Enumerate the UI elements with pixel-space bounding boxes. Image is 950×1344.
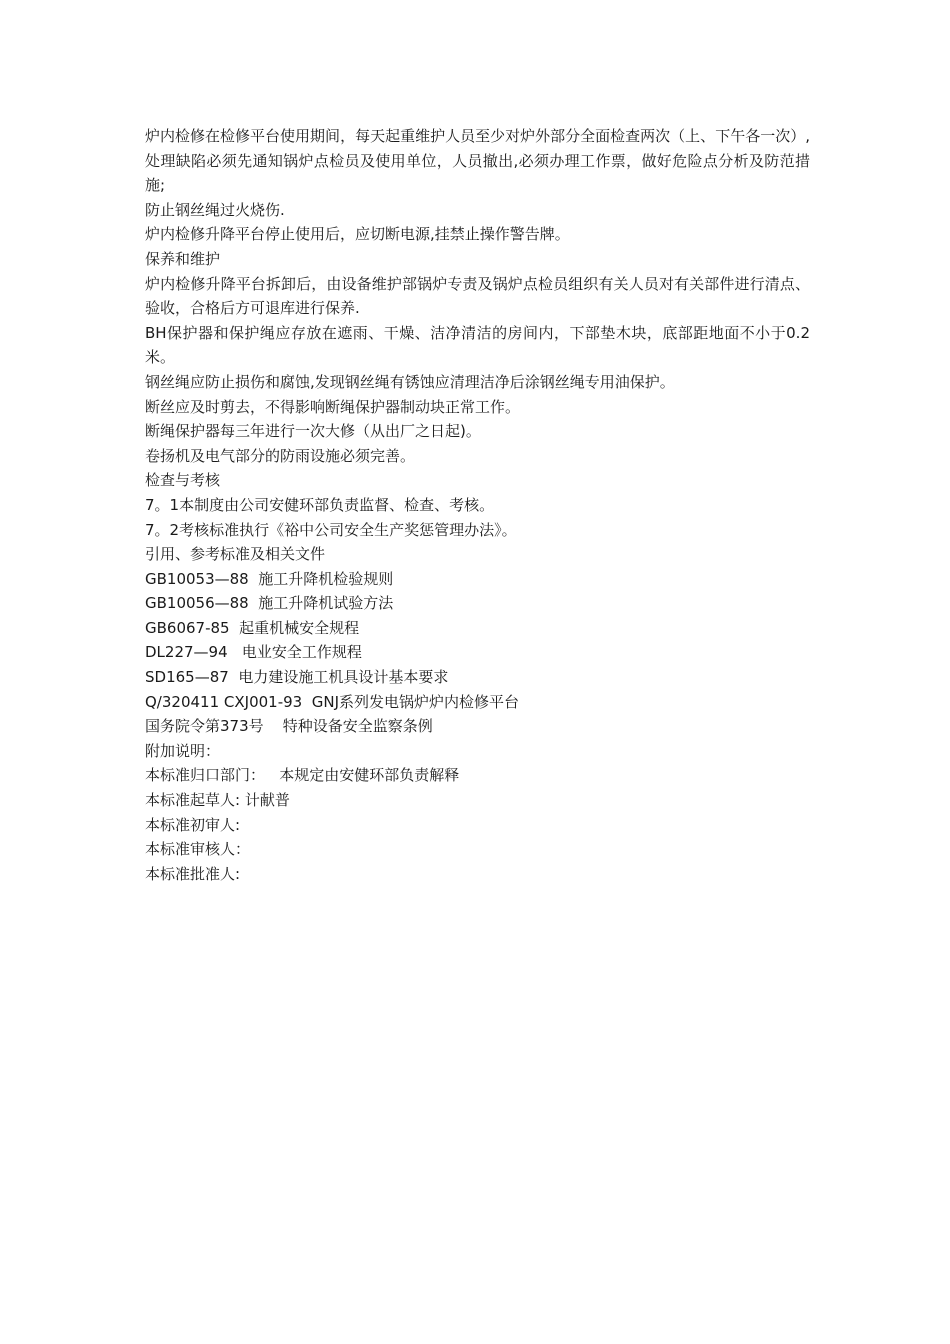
paragraph-storage: BH保护器和保护绳应存放在遮雨、干燥、洁净清洁的房间内，下部垫木块，底部距地面不小于0.2米。 <box>145 323 810 367</box>
note-drafter: 本标准起草人: 计献普 <box>145 791 290 810</box>
paragraph-rope-fire-protection: 防止钢丝绳过火烧伤. <box>145 200 285 219</box>
paragraph-rainproof: 卷扬机及电气部分的防雨设施必须完善。 <box>145 446 416 465</box>
note-preliminary-reviewer: 本标准初审人: <box>145 815 241 834</box>
note-department: 本标准归口部门： 本规定由安健环部负责解释 <box>145 766 460 785</box>
reference-gb10056: GB10056—88 施工升降机试验方法 <box>145 594 394 613</box>
paragraph-broken-wire: 断丝应及时剪去，不得影响断绳保护器制动块正常工作。 <box>145 397 521 416</box>
reference-decree-373: 国务院令第373号 特种设备安全监察条例 <box>145 717 433 736</box>
reference-sd165: SD165—87 电力建设施工机具设计基本要求 <box>145 668 449 687</box>
paragraph-rope-corrosion: 钢丝绳应防止损伤和腐蚀,发现钢丝绳有锈蚀应清理洁净后涂钢丝绳专用油保护。 <box>145 372 675 391</box>
paragraph-inspection-schedule: 炉内检修在检修平台使用期间，每天起重维护人员至少对炉外部分全面检查两次（上、下午各一次）,处理缺陷必须先通知锅炉点检员及使用单位，人员撤出,必须办理工作票，做好危险点分析及防范措施; <box>145 127 810 195</box>
section-heading-maintenance: 保养和维护 <box>145 249 221 268</box>
paragraph-7-1: 7。1本制度由公司安健环部负责监督、检查、考核。 <box>145 495 495 514</box>
reference-gb10053: GB10053—88 施工升降机检验规则 <box>145 569 394 588</box>
reference-gb6067: GB6067-85 起重机械安全规程 <box>145 618 360 637</box>
section-heading-additional-notes: 附加说明： <box>145 741 221 760</box>
note-approver: 本标准批准人: <box>145 864 241 883</box>
reference-dl227: DL227—94 电业安全工作规程 <box>145 643 362 662</box>
section-heading-references: 引用、参考标准及相关文件 <box>145 545 326 564</box>
document-body <box>145 124 810 886</box>
paragraph-power-off: 炉内检修升降平台停止使用后，应切断电源,挂禁止操作警告牌。 <box>145 225 570 244</box>
note-reviewer: 本标准审核人： <box>145 840 251 859</box>
reference-q320411: Q/320411 CXJ001-93 GNJ系列发电锅炉炉内检修平台 <box>145 692 519 711</box>
paragraph-disassembly-check: 炉内检修升降平台拆卸后，由设备维护部锅炉专责及锅炉点检员组织有关人员对有关部件进行清点、验收，合格后方可退库进行保养. <box>145 274 810 318</box>
paragraph-7-2: 7。2考核标准执行《裕中公司安全生产奖惩管理办法》。 <box>145 520 517 539</box>
section-heading-inspection-assessment: 检查与考核 <box>145 471 221 490</box>
paragraph-overhaul: 断绳保护器每三年进行一次大修（从出厂之日起)。 <box>145 422 481 441</box>
